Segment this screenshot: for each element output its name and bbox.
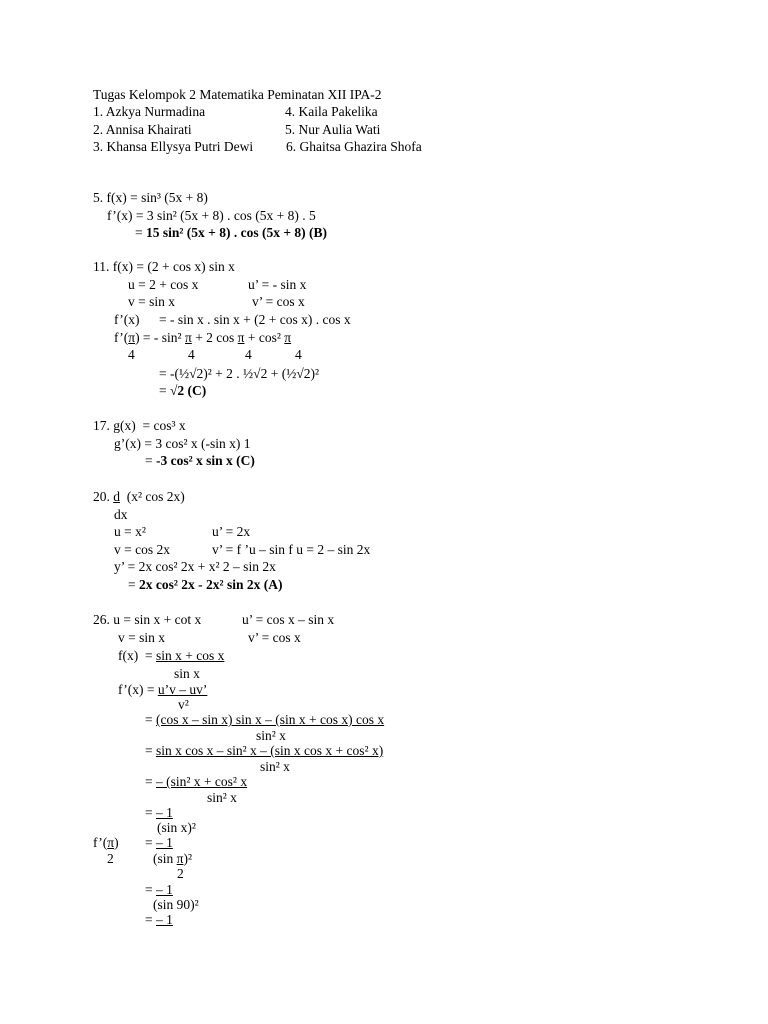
q11-denominator: 4 xyxy=(245,347,252,362)
q20-u-prime: u’ = 2x xyxy=(212,524,251,539)
q26-step-4: = – 1 xyxy=(145,805,173,820)
q11-step: = -(½√2)² + 2 . ½√2 + (½√2)² xyxy=(159,366,320,381)
q5-step: f’(x) = 3 sin² (5x + 8) . cos (5x + 8) . 5 xyxy=(107,208,316,223)
q11-problem: 11. f(x) = (2 + cos x) sin x xyxy=(93,259,235,274)
q26-v-prime: v’ = cos x xyxy=(248,630,301,645)
q26-pi-denominator: 2 xyxy=(177,866,184,881)
q11-fprime-label: f’(x) xyxy=(114,312,140,327)
q26-step-5-denominator: (sin π)² xyxy=(153,851,192,866)
member-3: 3. Khansa Ellysya Putri Dewi xyxy=(93,139,254,154)
q11-v: v = sin x xyxy=(128,294,175,309)
q26-fx: f(x) = sin x + cos x xyxy=(118,648,225,663)
q20-u: u = x² xyxy=(114,524,146,539)
member-6: 6. Ghaitsa Ghazira Shofa xyxy=(286,139,422,154)
q11-fprime-expr: = - sin x . sin x + (2 + cos x) . cos x xyxy=(159,312,351,327)
q26-step-1-denominator: sin² x xyxy=(256,728,286,743)
q20-v: v = cos 2x xyxy=(114,542,170,557)
member-2: 2. Annisa Khairati xyxy=(93,122,192,137)
q26-u: 26. u = sin x + cot x xyxy=(93,612,202,627)
q20-dx: dx xyxy=(114,507,128,522)
document-title: Tugas Kelompok 2 Matematika Peminatan XII IPA-2 xyxy=(93,87,382,102)
q20-problem: 20. d (x² cos 2x) xyxy=(93,489,185,504)
q26-step-3: = – (sin² x + cos² x xyxy=(145,774,248,789)
q26-step-2-denominator: sin² x xyxy=(260,759,290,774)
q11-u-prime: u’ = - sin x xyxy=(248,277,307,292)
q26-step-1: = (cos x – sin x) sin x – (sin x + cos x) cos x xyxy=(145,712,385,727)
q26-step-5: = – 1 xyxy=(145,835,173,850)
q17-step: g’(x) = 3 cos² x (-sin x) 1 xyxy=(114,436,251,451)
member-5: 5. Nur Aulia Wati xyxy=(285,122,381,137)
member-4: 4. Kaila Pakelika xyxy=(285,104,378,119)
q26-u-prime: u’ = cos x – sin x xyxy=(242,612,335,627)
q11-denominator: 4 xyxy=(188,347,195,362)
q26-step-3-denominator: sin² x xyxy=(207,790,237,805)
q20-answer: = 2x cos² 2x - 2x² sin 2x (A) xyxy=(128,577,283,592)
q26-step-4-denominator: (sin x)² xyxy=(157,820,196,835)
q11-u: u = 2 + cos x xyxy=(128,277,199,292)
q26-step-2: = sin x cos x – sin² x – (sin x cos x + cos² x) xyxy=(145,743,384,758)
q5-answer: = 15 sin² (5x + 8) . cos (5x + 8) (B) xyxy=(135,225,328,240)
q26-step-7: = – 1 xyxy=(145,912,173,927)
member-1: 1. Azkya Nurmadina xyxy=(93,104,206,119)
q26-fprime-pi-denominator: 2 xyxy=(107,851,114,866)
q26-fx-denominator: sin x xyxy=(174,666,200,681)
q26-step-6: = – 1 xyxy=(145,882,173,897)
q20-y-prime: y’ = 2x cos² 2x + x² 2 – sin 2x xyxy=(114,559,276,574)
q26-fprime: f’(x) = u’v – uv’ xyxy=(118,682,208,697)
q17-problem: 17. g(x) = cos³ x xyxy=(93,418,186,433)
q26-v: v = sin x xyxy=(118,630,165,645)
q20-v-prime: v’ = f ’u – sin f u = 2 – sin 2x xyxy=(212,542,371,557)
q11-answer: = √2 (C) xyxy=(159,383,207,398)
q11-fprime-pi: f’(π) = - sin² π + 2 cos π + cos² π xyxy=(114,330,292,345)
q17-answer: = -3 cos² x sin x (C) xyxy=(145,453,255,468)
q26-fprime-pi-label: f’(π) xyxy=(93,835,119,850)
q5-problem: 5. f(x) = sin³ (5x + 8) xyxy=(93,190,208,205)
q26-fprime-denominator: v² xyxy=(178,697,189,712)
q11-v-prime: v’ = cos x xyxy=(252,294,305,309)
q11-denominator: 4 xyxy=(128,347,135,362)
q26-step-6-denominator: (sin 90)² xyxy=(153,897,199,912)
q11-denominator: 4 xyxy=(295,347,302,362)
